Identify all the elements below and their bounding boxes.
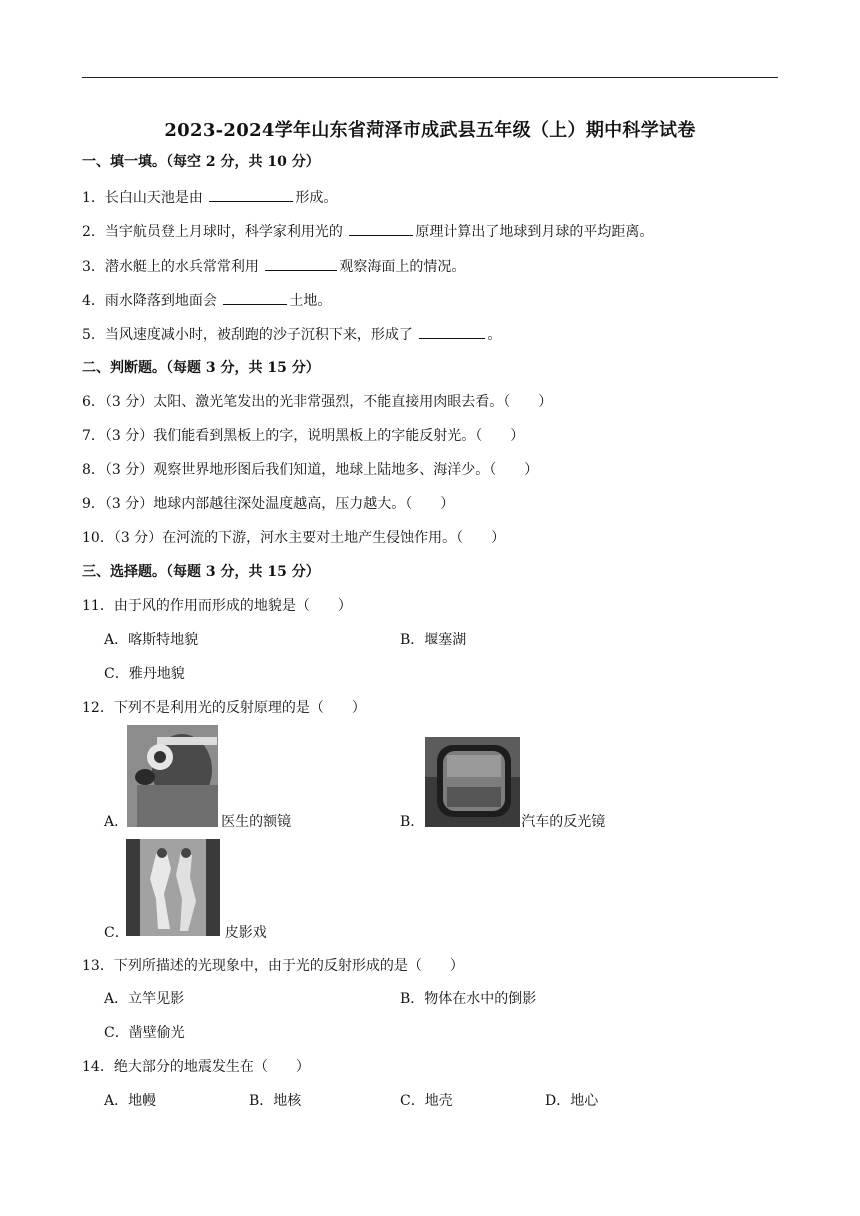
- question-text: 2．当宇航员登上月球时，科学家利用光的: [82, 224, 348, 240]
- option-c[interactable]: C．雅丹地貌: [104, 666, 185, 682]
- option-b[interactable]: B．地核: [249, 1093, 302, 1109]
- question-13: 13．下列所描述的光现象中，由于光的反射形成的是（ ）: [82, 958, 464, 974]
- question-9: 9．（3 分）地球内部越往深处温度越高，压力越大。（ ）: [82, 496, 455, 512]
- question-text: 5．当风速度减小时，被刮跑的沙子沉积下来，形成了: [82, 327, 418, 343]
- option-a[interactable]: A．立竿见影: [104, 991, 185, 1007]
- option-b[interactable]: [400, 812, 605, 832]
- header-rule: [82, 77, 778, 78]
- question-4: [82, 290, 331, 311]
- option-c[interactable]: C．凿壁偷光: [104, 1025, 185, 1041]
- question-text: 土地。: [289, 293, 332, 309]
- answer-blank[interactable]: [349, 221, 413, 236]
- question-text: 。: [487, 327, 502, 343]
- option-letter: C．: [104, 925, 129, 941]
- question-text: 1．长白山天池是由: [82, 190, 208, 206]
- section-heading-choice: 三、选择题。（每题 3 分，共 15 分）: [82, 564, 320, 580]
- question-11: 11．由于风的作用而形成的地貌是（ ）: [82, 598, 352, 614]
- question-text: 形成。: [295, 190, 338, 206]
- option-c[interactable]: [104, 923, 267, 943]
- answer-blank[interactable]: [209, 187, 293, 202]
- question-2: [82, 221, 653, 242]
- option-letter: A．: [104, 814, 129, 830]
- option-a[interactable]: A．喀斯特地貌: [104, 632, 199, 648]
- question-12: 12．下列不是利用光的反射原理的是（ ）: [82, 700, 366, 716]
- option-b[interactable]: B．堰塞湖: [400, 632, 467, 648]
- option-letter: B．: [400, 814, 425, 830]
- question-1: [82, 187, 337, 208]
- question-7: 7．（3 分）我们能看到黑板上的字，说明黑板上的字能反射光。（ ）: [82, 428, 525, 444]
- option-a[interactable]: [104, 812, 291, 832]
- option-label: 医生的额镜: [221, 814, 292, 830]
- question-6: 6．（3 分）太阳、激光笔发出的光非常强烈，不能直接用肉眼去看。（ ）: [82, 394, 553, 410]
- option-label: 皮影戏: [224, 925, 267, 941]
- shadow-puppet-image: [126, 839, 220, 936]
- answer-blank[interactable]: [223, 290, 287, 305]
- question-8: 8．（3 分）观察世界地形图后我们知道，地球上陆地多、海洋少。（ ）: [82, 462, 539, 478]
- question-5: [82, 324, 501, 345]
- question-text: 4．雨水降落到地面会: [82, 293, 222, 309]
- answer-blank[interactable]: [265, 256, 337, 271]
- option-d[interactable]: D．地心: [545, 1093, 599, 1109]
- option-c[interactable]: C．地壳: [400, 1093, 453, 1109]
- question-3: [82, 256, 465, 277]
- question-text: 3．潜水艇上的水兵常常利用: [82, 259, 264, 275]
- section-heading-judge: 二、判断题。（每题 3 分，共 15 分）: [82, 360, 320, 376]
- option-a[interactable]: A．地幔: [104, 1093, 157, 1109]
- section-heading-fill: 一、填一填。（每空 2 分，共 10 分）: [82, 154, 320, 170]
- answer-blank[interactable]: [419, 324, 485, 339]
- question-text: 观察海面上的情况。: [339, 259, 466, 275]
- page-title: 2023-2024学年山东省菏泽市成武县五年级（上）期中科学试卷: [164, 120, 696, 141]
- option-b[interactable]: B．物体在水中的倒影: [400, 991, 537, 1007]
- question-14: 14．绝大部分的地震发生在（ ）: [82, 1059, 310, 1075]
- question-10: 10．（3 分）在河流的下游，河水主要对土地产生侵蚀作用。（ ）: [82, 530, 506, 546]
- question-text: 原理计算出了地球到月球的平均距离。: [415, 224, 654, 240]
- option-label: 汽车的反光镜: [521, 814, 606, 830]
